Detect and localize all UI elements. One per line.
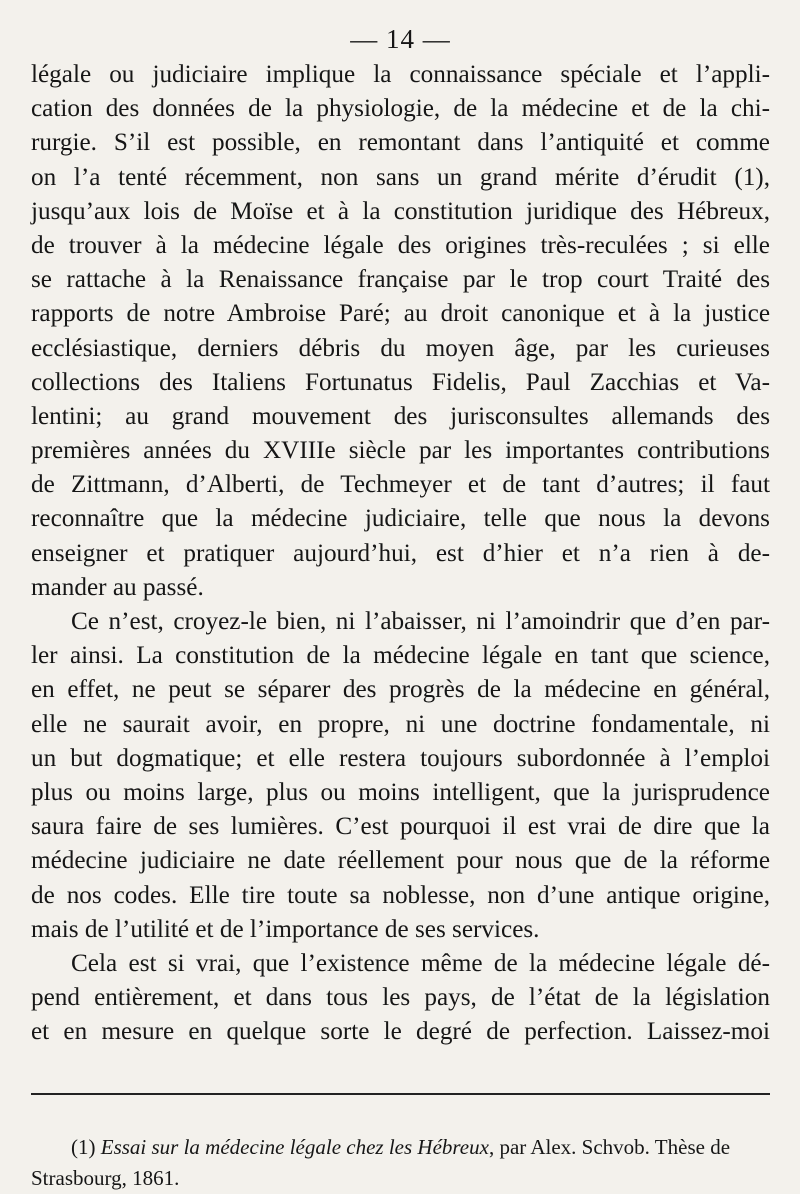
footnote-marker: (1)	[71, 1135, 96, 1160]
text-line: de trouver à la médecine légale des origines très-reculées ; si elle	[31, 231, 770, 259]
text-line: Cela est si vrai, que l’existence même de la médecine légale dé-	[71, 949, 770, 977]
text-line: ler ainsi. La constitution de la médecine légale en tant que science,	[31, 642, 770, 670]
text-line: légale ou judiciaire implique la connaissance spéciale et l’appli-	[31, 61, 770, 88]
text-line: premières années du XVIIIe siècle par les importantes contributions	[31, 437, 770, 465]
text-line: elle ne saurait avoir, en propre, ni une doctrine fondamentale, ni	[31, 710, 770, 738]
text-line: médecine judiciaire ne date réellement pour nous que de la réforme	[31, 847, 770, 875]
text-line: mander au passé.	[31, 573, 204, 601]
text-line: et en mesure en quelque sorte le degré de perfection. Laissez-moi	[31, 1018, 770, 1046]
footnote-italic-title: Essai sur la médecine légale chez les Hébreux	[100, 1135, 489, 1160]
paragraph-3	[31, 947, 770, 1050]
footnote-separator	[31, 1093, 770, 1095]
text-line: ecclésiastique, derniers débris du moyen âge, par les curieuses	[31, 334, 770, 362]
text-line: pend entièrement, et dans tous les pays, de l’état de la législation	[31, 984, 770, 1012]
text-line: jusqu’aux lois de Moïse et à la constitution juridique des Hébreux,	[31, 197, 770, 225]
footnote	[31, 1132, 770, 1194]
footnote-line-2: Strasbourg, 1861.	[31, 1166, 180, 1191]
text-line: plus ou moins large, plus ou moins intelligent, que la jurisprudence	[31, 778, 770, 806]
text-line: en effet, ne peut se séparer des progrès de la médecine en général,	[31, 676, 770, 704]
text-line: lentini; au grand mouvement des jurisconsultes allemands des	[31, 402, 770, 430]
text-line: enseigner et pratiquer aujourd’hui, est d’hier et n’a rien à de-	[31, 539, 770, 567]
text-line: on l’a tenté récemment, non sans un grand mérite d’érudit (1),	[31, 163, 770, 191]
text-line: saura faire de ses lumières. C’est pourquoi il est vrai de dire que la	[31, 813, 770, 841]
text-line: de Zittmann, d’Alberti, de Techmeyer et de tant d’autres; il faut	[31, 471, 770, 499]
text-line: de nos codes. Elle tire toute sa noblesse, non d’une antique origine,	[31, 881, 770, 909]
footnote-rest: , par Alex. Schvob. Thèse de	[488, 1135, 731, 1160]
text-line: collections des Italiens Fortunatus Fidelis, Paul Zacchias et Va-	[31, 368, 770, 396]
text-line: rapports de notre Ambroise Paré; au droit canonique et à la justice	[31, 300, 770, 328]
body-text	[31, 58, 770, 1049]
text-line: Ce n’est, croyez-le bien, ni l’abaisser, ni l’amoindrir que d’en par-	[71, 608, 770, 635]
page-number: — 14 —	[350, 24, 451, 54]
text-line: se rattache à la Renaissance française par le trop court Traité des	[31, 266, 770, 294]
text-line: reconnaître que la médecine judiciaire, telle que nous la devons	[31, 505, 770, 533]
footnote-line	[31, 1132, 770, 1163]
text-line: mais de l’utilité et de l’importance de ses services.	[31, 915, 540, 943]
paragraph-1	[31, 58, 770, 605]
text-line: cation des données de la physiologie, de la médecine et de la chi-	[31, 95, 770, 123]
text-line: rurgie. S’il est possible, en remontant dans l’antiquité et comme	[31, 129, 770, 157]
text-line: un but dogmatique; et elle restera toujours subordonnée à l’emploi	[31, 744, 770, 772]
paragraph-2	[31, 605, 770, 947]
